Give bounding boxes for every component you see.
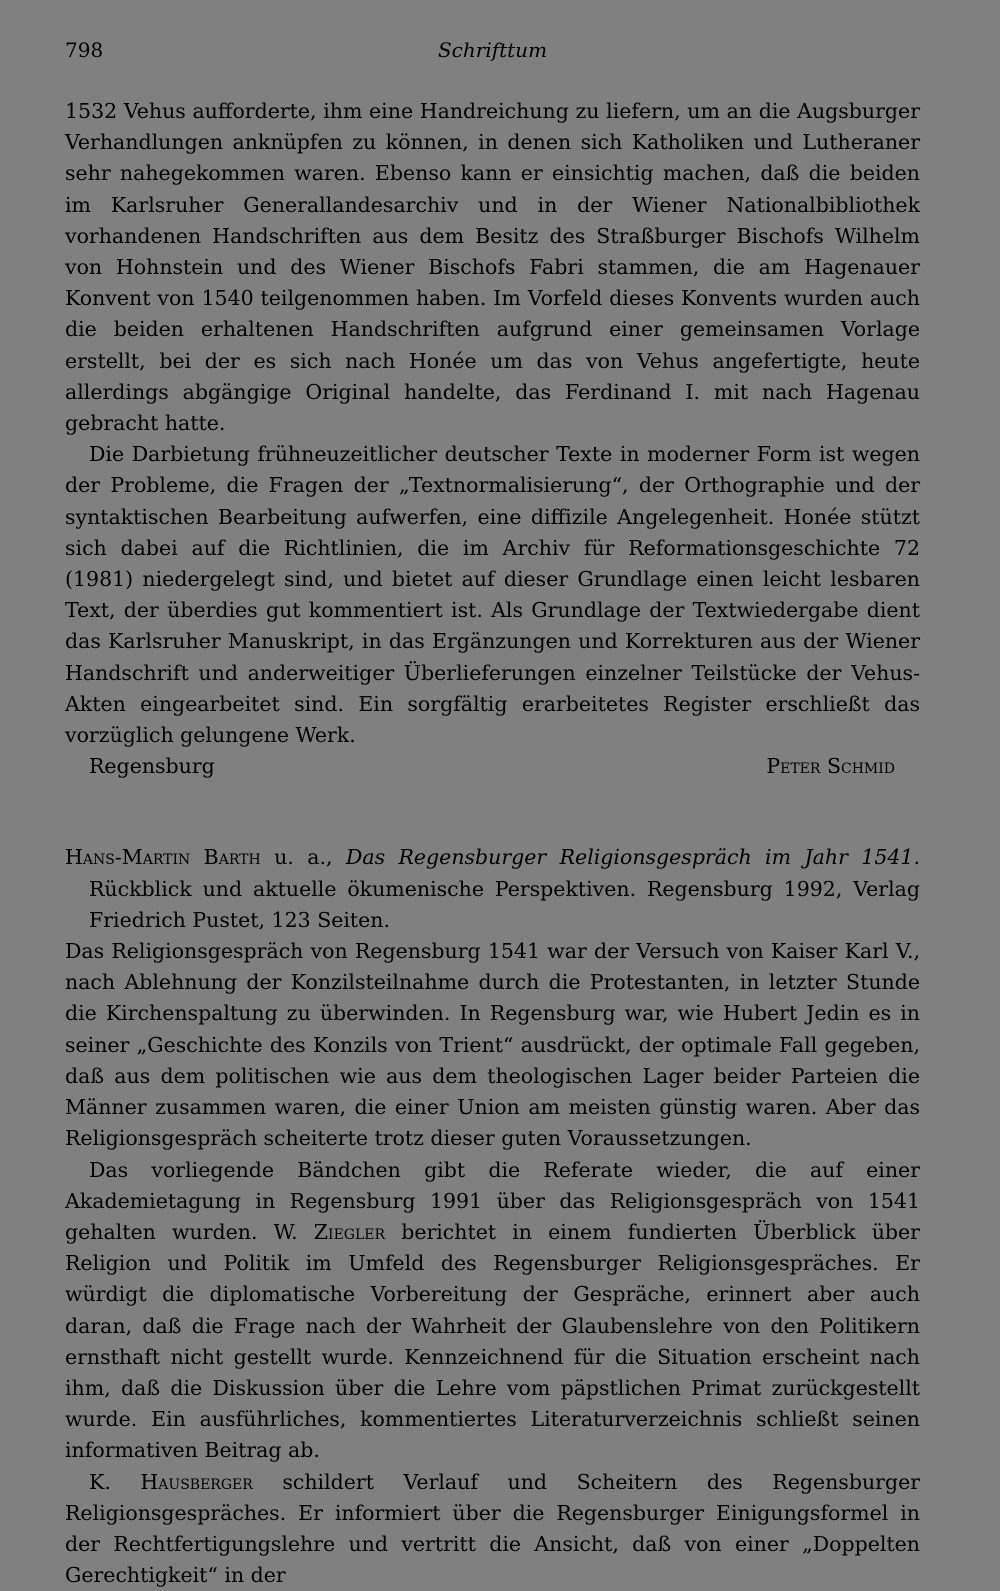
review1-paragraph-2: Die Darbietung frühneuzeitlicher deutscher Texte in moderner Form ist wegen der Probleme, die Fragen der „Textnormalisierung“, der Orthographie und der syntaktischen Bearbeitung aufwerfen, eine diffizile Angelegenheit. Honée stützt sich dabei auf die Richtlinien, die im Archiv für Reformationsgeschichte 72 (1981) niedergelegt sind, und bietet auf dieser Grundlage einen leicht lesbaren Text, der überdies gut kommentiert ist. Als Grundlage der Textwiedergabe dient das Karlsruher Manuskript, in das Ergänzungen und Korrekturen aus der Wiener Handschrift und anderweitiger Überlieferungen einzelner Teilstücke der Vehus-Akten eingearbeitet sind. Ein sorgfältig erarbeitetes Register erschließt das vorzüglich gelungene Werk. [65, 442, 920, 748]
review1-reviewer: Peter Schmid [766, 754, 895, 779]
review2-p2-lead: Das vorliegende Bändchen gibt die Referate wieder, die auf einer Akademietagung in Regensburg 1991 über das Religionsgespräch von 1541 gehalten wurden. W. [65, 1157, 920, 1244]
review2-paragraph-3 [65, 1467, 920, 1591]
review2-p2-name: Ziegler [313, 1219, 386, 1244]
review2-bibliography [65, 842, 920, 936]
review2-author: Hans-Martin Barth [65, 845, 261, 870]
review1-place: Regensburg [89, 754, 215, 779]
running-head: Schrifttum [437, 38, 548, 62]
review2-paragraph-1: Das Religionsgespräch von Regensburg 1541 war der Versuch von Kaiser Karl V., nach Ablehnung der Konzilsteilnahme durch die Protestanten, in letzter Stunde die Kirchenspaltung zu überwinden. In Regensburg war, wie Hubert Jedin es in seiner „Geschichte des Konzils von Trient“ ausdrückt, der optimale Fall gegeben, daß aus dem politischen wie aus dem theologischen Lager beider Parteien die Männer zusammen waren, die einer Union am meisten günstig waren. Aber das Religionsgespräch scheiterte trotz dieser guten Voraussetzungen. [65, 939, 920, 1151]
review2-title: Das Regensburger Religionsgespräch im Jahr 1541. [345, 845, 920, 870]
review2-p3-name: Hausberger [140, 1469, 253, 1494]
review2-details: Rückblick und aktuelle ökumenische Perspektiven. Regensburg 1992, Verlag Friedrich Pustet, 123 Seiten. [89, 876, 920, 932]
page-number: 798 [65, 38, 104, 62]
review2-author-suffix: u. a., [260, 845, 346, 870]
review2-p3-rest: schildert Verlauf und Scheitern des Regensburger Religionsgespräches. Er informiert über die Regensburger Einigungsformel in der Rechtfertigungslehre und vertritt die Ansicht, daß von einer „Doppelten Gerechtigkeit“ in der [65, 1469, 920, 1588]
page-body [65, 96, 920, 1591]
review2-p2-rest: berichtet in einem fundierten Überblick über Religion und Politik im Umfeld des Regensburger Religionsgespräches. Er würdigt die diplomatische Vorbereitung der Gespräche, erinnert aber auch daran, daß die Frage nach der Wahrheit der Glaubenslehre von den Politikern ernsthaft nicht gestellt wurde. Kennzeichnend für die Situation erscheint nach ihm, daß die Diskussion über die Lehre vom päpstlichen Primat zurückgestellt wurde. Ein ausführliches, kommentiertes Literaturverzeichnis schließt seinen informativen Beitrag ab. [65, 1219, 920, 1463]
review2-p3-lead: K. [89, 1469, 141, 1494]
review1-paragraph-1: 1532 Vehus aufforderte, ihm eine Handreichung zu liefern, um an die Augsburger Verhandlungen anknüpfen zu können, in denen sich Katholiken und Lutheraner sehr nahegekommen waren. Ebenso kann er einsichtig machen, daß die beiden im Karlsruher Generallandesarchiv und in der Wiener Nationalbibliothek vorhandenen Handschriften aus dem Besitz des Straßburger Bischofs Wilhelm von Hohnstein und des Wiener Bischofs Fabri stammen, die am Hagenauer Konvent von 1540 teilgenommen haben. Im Vorfeld dieses Konvents wurden auch die beiden erhaltenen Handschriften aufgrund einer gemeinsamen Vorlage erstellt, bei der es sich nach Honée um das von Vehus angefertigte, heute allerdings abgängige Original handelte, das Ferdinand I. mit nach Hagenau gebracht hatte. [65, 99, 920, 436]
review2-paragraph-2 [65, 1155, 920, 1467]
page-header [65, 38, 920, 68]
review1-signature [65, 751, 920, 782]
section-divider [65, 782, 920, 842]
